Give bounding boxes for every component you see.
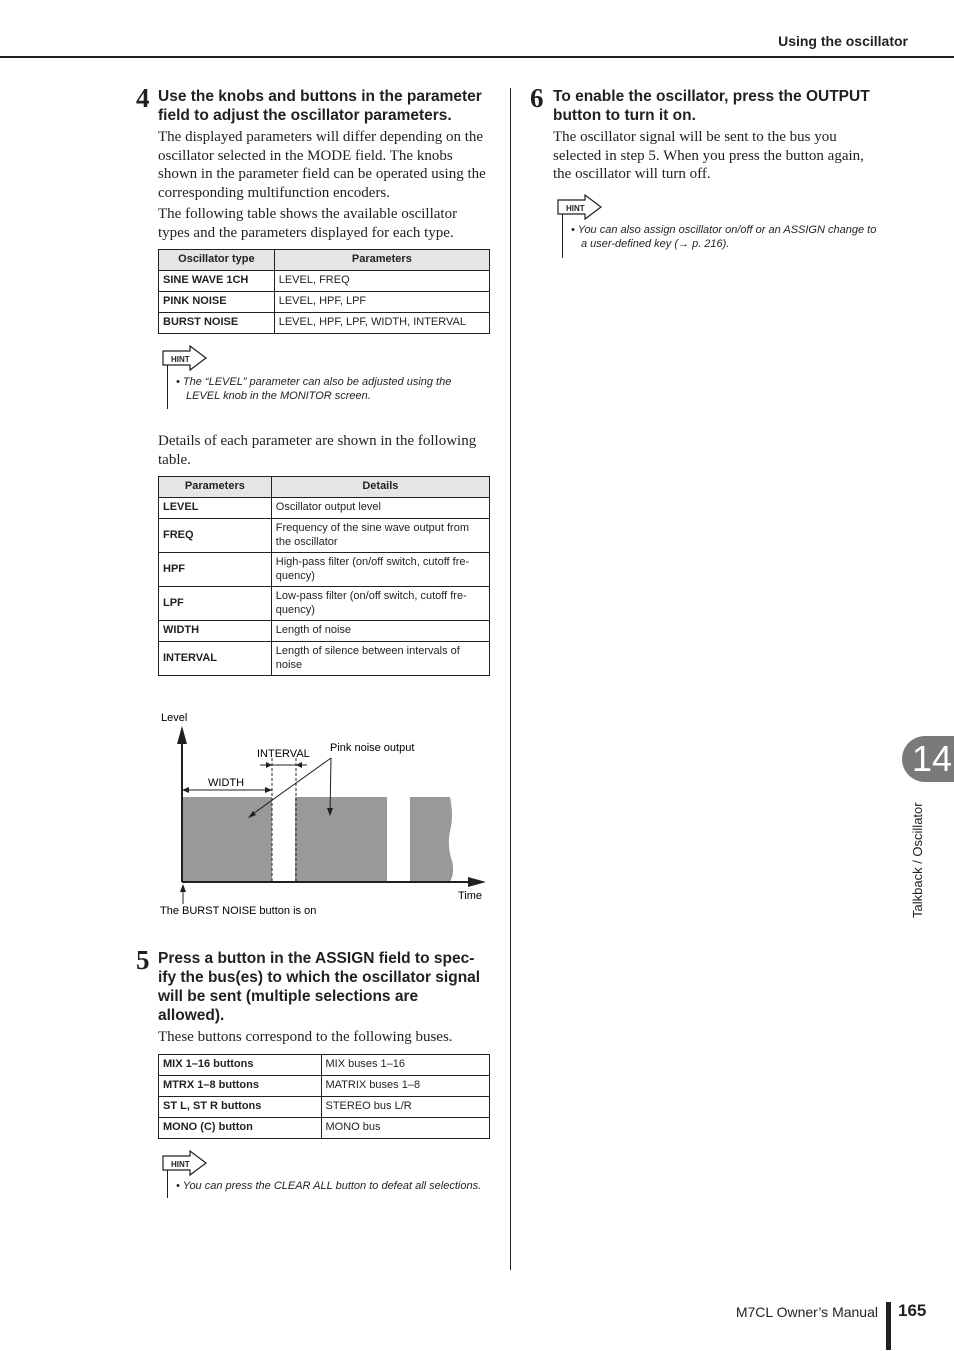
hint-arrow-icon: [162, 345, 210, 373]
time-axis-arrow: [468, 877, 486, 887]
burst-noise-diagram: [150, 706, 495, 928]
step-6-paragraph: The oscillator signal will be sent to the bus you selected in step 5. When you press the button again, the oscillator will turn off.: [553, 129, 864, 182]
column-divider: [510, 88, 511, 1270]
running-header: Using the oscillator: [778, 33, 908, 49]
level-axis-label: Level: [161, 712, 188, 724]
footer-bar: [886, 1302, 891, 1350]
chapter-number: 14: [912, 738, 953, 779]
step-number-4: 4: [136, 83, 150, 113]
chapter-side-label: Talkback / Oscillator: [910, 802, 925, 918]
pink-noise-label: Pink noise output: [330, 742, 415, 754]
table-row: MIX 1–16 buttons MIX buses 1–16: [159, 1055, 490, 1076]
hint-arrow-icon: [557, 194, 605, 222]
table-row: WIDTH Length of noise: [159, 621, 490, 642]
hint-label: HINT: [171, 1160, 190, 1169]
noise-burst-3: [410, 797, 453, 882]
table-row: MONO (C) button MONO bus: [159, 1118, 490, 1139]
table-row: FREQ Frequency of the sine wave output from the oscillator: [159, 519, 490, 553]
hint-1-text: • The “LEVEL” parameter can also be adjusted using the LEVEL knob in the MONITOR screen.: [176, 376, 452, 402]
table-row: BURST NOISE LEVEL, HPF, LPF, WIDTH, INTERVAL: [159, 313, 490, 334]
hint-3-text: • You can also assign oscillator on/off or an ASSIGN change to a user-defined key (→ p. 216).: [571, 224, 877, 250]
parameter-details-table: Parameters Details LEVEL Oscillator output level FREQ Frequency of the sine wave output from the oscillator HPF High-pass filter (on/off switch, cutoff fre- quency) LPF Low-pass filter (on/off switch, cutoff fre- quency) WIDTH Length of noise INTERVAL Length of silence between intervals of noise: [158, 476, 490, 676]
step-4-heading: Use the knobs and buttons in the parameter field to adjust the oscillator parameters.: [158, 88, 482, 124]
oscillator-type-table: Oscillator type Parameters SINE WAVE 1CH LEVEL, FREQ PINK NOISE LEVEL, HPF, LPF BURST NOISE LEVEL, HPF, LPF, WIDTH, INTERVAL: [158, 249, 490, 334]
step-5-paragraph: These buttons correspond to the following buses.: [158, 1029, 453, 1045]
step-number-6: 6: [530, 83, 544, 113]
table-row: MTRX 1–8 buttons MATRIX buses 1–8: [159, 1076, 490, 1097]
header-rule: [0, 56, 954, 58]
table-row: LEVEL Oscillator output level: [159, 498, 490, 519]
time-axis-label: Time: [458, 890, 483, 902]
noise-burst-2: [295, 797, 387, 882]
step-4-paragraph-1: The displayed parameters will differ depending on the oscillator selected in the MODE field. The knobs shown in the parameter field can be operated using the corresponding multifunction encoders.: [158, 129, 486, 201]
table-row: INTERVAL Length of silence between intervals of noise: [159, 642, 490, 676]
hint-label: HINT: [566, 204, 585, 213]
details-intro: Details of each parameter are shown in the following table.: [158, 433, 477, 468]
step-6-heading: To enable the oscillator, press the OUTPUT button to turn it on.: [553, 88, 870, 124]
burst-noise-on-label: The BURST NOISE button is on: [160, 905, 317, 917]
level-axis-arrow: [177, 726, 187, 744]
footer-manual-title: M7CL Owner’s Manual: [735, 1304, 878, 1320]
bus-table: [158, 1054, 490, 1139]
hint-2-text: • You can press the CLEAR ALL button to defeat all selections.: [176, 1180, 482, 1192]
width-label: WIDTH: [208, 777, 245, 789]
table-row: PINK NOISE LEVEL, HPF, LPF: [159, 292, 490, 313]
table-row: ST L, ST R buttons STEREO bus L/R: [159, 1097, 490, 1118]
step-5-heading: Press a button in the ASSIGN field to spec- ify the bus(es) to which the oscillator signal will be sent (multiple selections are allowed).: [158, 950, 481, 1024]
hint-arrow-icon: [162, 1150, 210, 1178]
step-4-paragraph-2: The following table shows the available oscillator types and the parameters displayed for each type.: [158, 206, 458, 241]
page-number: 165: [898, 1301, 927, 1320]
table-row: LPF Low-pass filter (on/off switch, cutoff fre- quency): [159, 587, 490, 621]
table-row: HPF High-pass filter (on/off switch, cutoff fre- quency): [159, 553, 490, 587]
table-row: SINE WAVE 1CH LEVEL, FREQ: [159, 271, 490, 292]
hint-label: HINT: [171, 355, 190, 364]
step-number-5: 5: [136, 945, 150, 975]
interval-label: INTERVAL: [257, 748, 310, 760]
